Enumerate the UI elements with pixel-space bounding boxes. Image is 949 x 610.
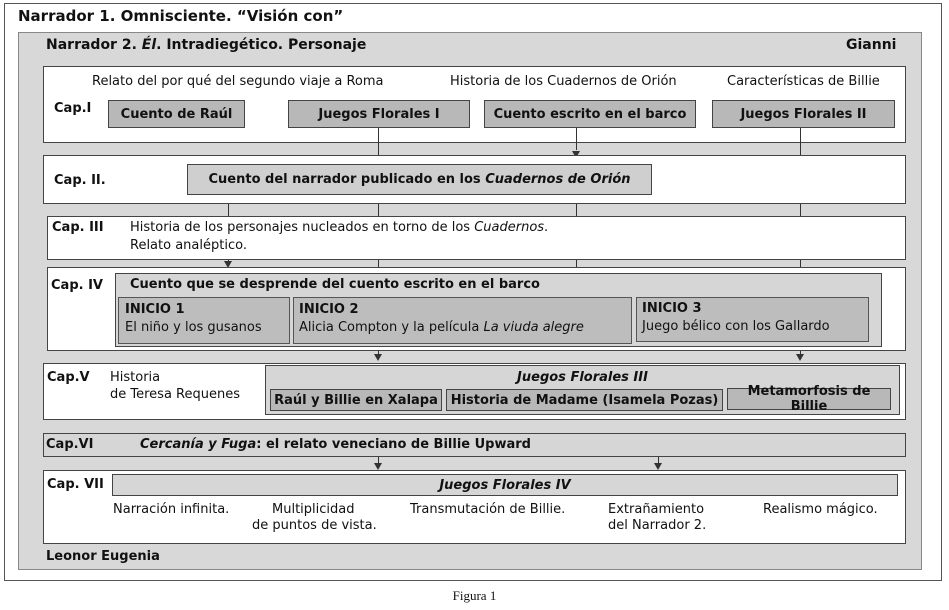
cap3-line1-ital: Cuadernos: [474, 220, 545, 235]
connector-line: [800, 128, 801, 155]
narrator2-label: Narrador 2.: [46, 37, 137, 53]
connector-line: [576, 128, 577, 150]
narrator2-title: [46, 37, 366, 53]
connector-line: [228, 204, 229, 216]
inicio2-title: INICIO 2: [299, 302, 359, 317]
cap3-line1: [130, 220, 548, 235]
arrow-down-icon: [796, 354, 804, 361]
cap7-header: Juegos Florales IV: [112, 474, 898, 496]
arrow-down-icon: [374, 354, 382, 361]
cap7-note-3: Transmutación de Billie.: [410, 502, 566, 517]
narrator2-el: Él: [141, 37, 157, 53]
cap5-label: Cap.V: [47, 370, 90, 385]
cap1-note-2: Historia de los Cuadernos de Orión: [450, 74, 677, 89]
arrow-down-icon: [654, 463, 662, 470]
cap6-label: Cap.VI: [46, 437, 94, 452]
cap4-label: Cap. IV: [51, 278, 103, 293]
cap7-label: Cap. VII: [47, 477, 104, 492]
inicio2-text-main: Alicia Compton y la película: [299, 320, 484, 335]
cap1-note-1: Relato del por qué del segundo viaje a Roma: [92, 74, 384, 89]
cap3-line2: Relato analéptico.: [130, 238, 247, 253]
cap2-box: [187, 164, 652, 195]
cap7-note-2: Multiplicidad: [272, 502, 355, 517]
connector-line: [800, 260, 801, 267]
connector-line: [378, 128, 379, 155]
narrator1-title: Narrador 1. Omnisciente. “Visión con”: [18, 7, 344, 25]
inicio1-title: INICIO 1: [125, 302, 185, 317]
inicio3-text: Juego bélico con los Gallardo: [642, 319, 830, 334]
connector-line: [378, 204, 379, 216]
cap5-box-metamorfosis: Metamorfosis de Billie: [727, 388, 891, 410]
inicio1-box: [118, 297, 290, 344]
cap5-header: Juegos Florales III: [517, 369, 648, 385]
cap4-header: Cuento que se desprende del cuento escrito en el barco: [130, 277, 540, 292]
narrator2-rest: . Intradiegético. Personaje: [156, 37, 367, 53]
cap3-label: Cap. III: [52, 220, 104, 235]
cap2-label: Cap. II.: [54, 173, 106, 188]
cap1-box-raul: Cuento de Raúl: [108, 100, 245, 128]
cap7-note-4b: del Narrador 2.: [608, 518, 707, 533]
inicio1-text: El niño y los gusanos: [125, 320, 262, 335]
cap5-box-madame: Historia de Madame (Isamela Pozas): [446, 389, 723, 411]
inicio3-box: [636, 297, 869, 342]
cap6-ital: Cercanía y Fuga: [140, 437, 257, 452]
cap1-note-3: Características de Billie: [727, 74, 880, 89]
cap3-line1-text: Historia de los personajes nucleados en torno de los: [130, 220, 475, 235]
cap1-box-barco: Cuento escrito en el barco: [484, 100, 696, 128]
connector-line: [800, 204, 801, 216]
cap6-rest: : el relato veneciano de Billie Upward: [256, 437, 531, 452]
cap3-line1-end: .: [544, 220, 549, 235]
gianni-label: Gianni: [846, 37, 897, 53]
connector-line: [576, 260, 577, 267]
figure-caption: Figura 1: [452, 588, 497, 603]
cap6-text: [140, 437, 531, 452]
inicio3-title: INICIO 3: [642, 301, 702, 316]
cap7-note-5: Realismo mágico.: [763, 502, 878, 517]
cap1-label: Cap.I: [54, 101, 92, 116]
connector-line: [576, 204, 577, 216]
arrow-down-icon: [374, 463, 382, 470]
inicio2-box: [293, 297, 632, 344]
cap1-box-jf1: Juegos Florales I: [288, 100, 470, 128]
connector-line: [378, 260, 379, 267]
cap1-box-jf2: Juegos Florales II: [712, 100, 895, 128]
cap2-box-ital: Cuadernos de Orión: [485, 172, 631, 187]
cap2-box-text: Cuento del narrador publicado en los: [208, 172, 481, 187]
inicio2-text-ital: La viuda alegre: [483, 320, 584, 335]
cap7-note-4: Extrañamiento: [608, 502, 705, 517]
inicio2-text: [299, 320, 584, 335]
cap5-note-2: de Teresa Requenes: [110, 387, 240, 402]
cap5-box-xalapa: Raúl y Billie en Xalapa: [270, 389, 442, 411]
cap5-note-1: Historia: [110, 370, 161, 385]
cap7-note-1: Narración infinita.: [113, 502, 230, 517]
cap7-note-2b: de puntos de vista.: [252, 518, 377, 533]
leonor-label: Leonor Eugenia: [46, 549, 160, 564]
